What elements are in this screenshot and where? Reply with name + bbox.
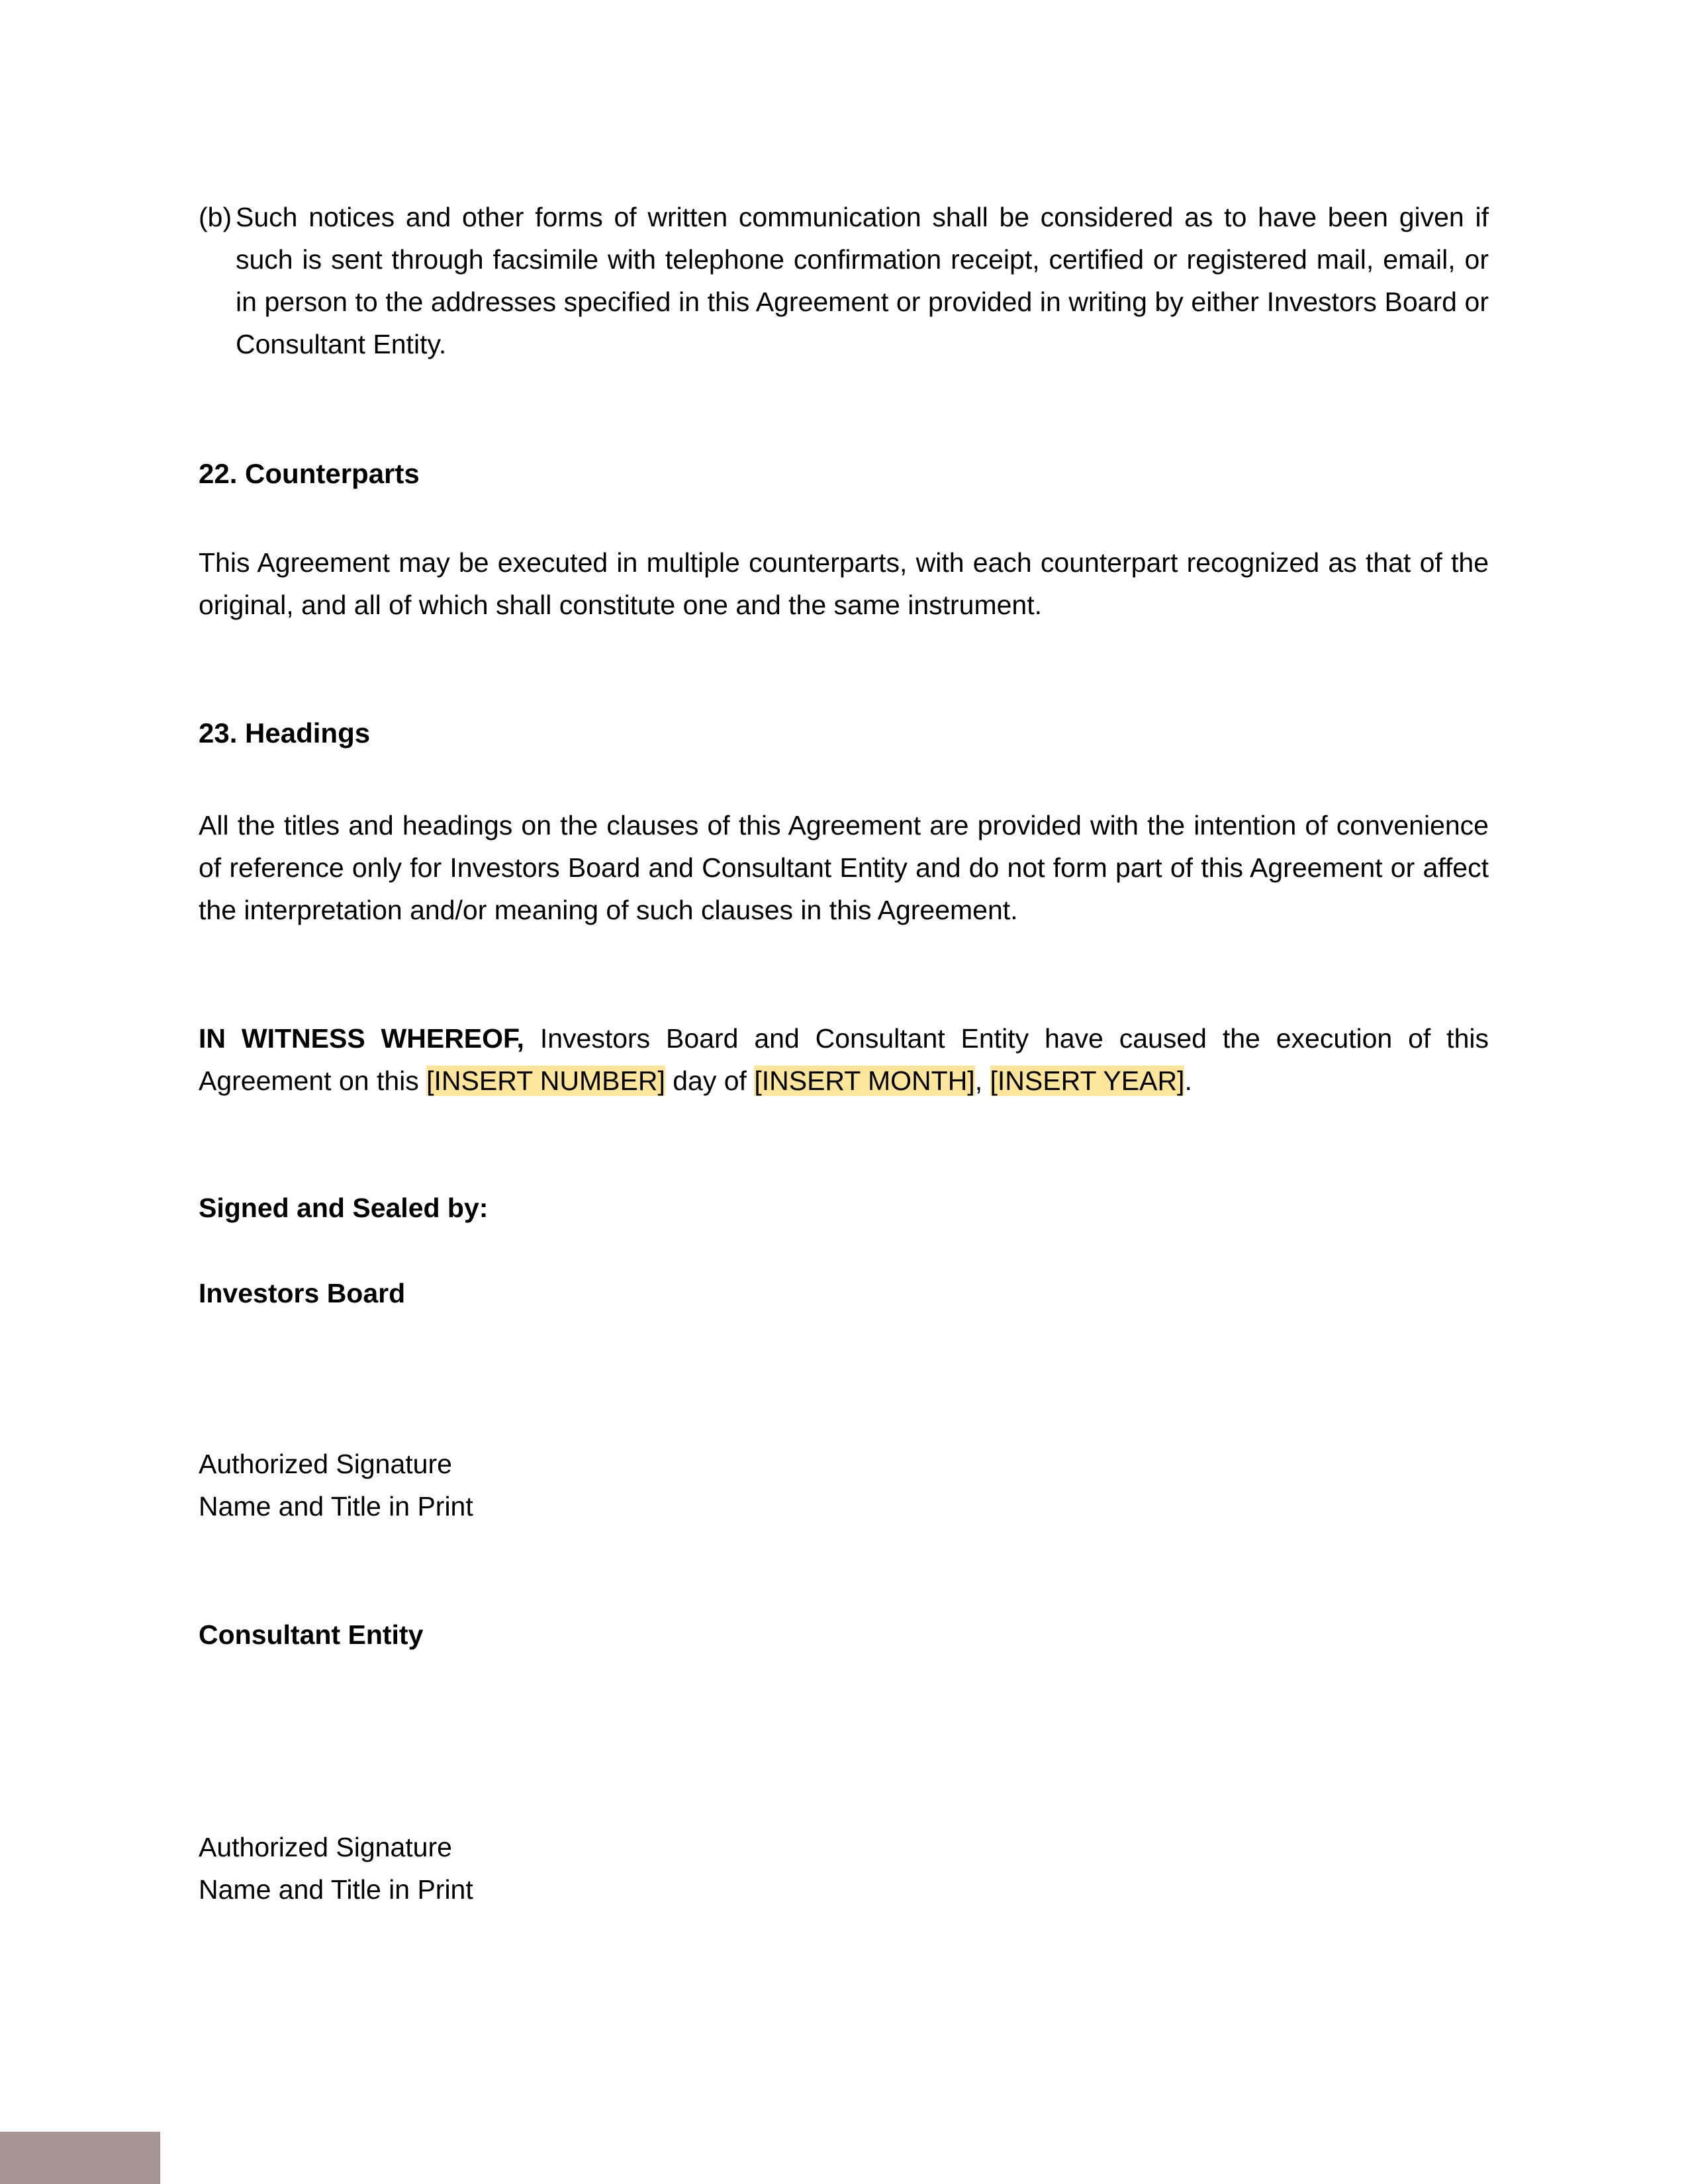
- party-1-print-label: Name and Title in Print: [199, 1491, 473, 1522]
- placeholder-month[interactable]: [INSERT MONTH]: [754, 1066, 975, 1096]
- witness-text-2: day of: [665, 1066, 755, 1096]
- clause-b: [199, 196, 1489, 365]
- clause-b-text: Such notices and other forms of written communication shall be considered as to have been given if such is sent through facsimile with telephone confirmation receipt, certified or registered mail, email, or in person to the addresses specified in this Agreement or provided in writing by either Investors Board or Consultant Entity.: [236, 202, 1489, 359]
- section-23-text: All the titles and headings on the clauses of this Agreement are provided with the intention of convenience of reference only for Investors Board and Consultant Entity and do not form part of this Agreement or affect the interpretation and/or meaning of such clauses in this Agreement.: [199, 810, 1489, 925]
- placeholder-number[interactable]: [INSERT NUMBER]: [426, 1066, 665, 1096]
- witness-text-4: .: [1184, 1066, 1192, 1096]
- footer-color-block: [0, 2132, 160, 2184]
- witness-text-1: Investors Board and Consultant Entity have caused the execution of this Agreement on this: [199, 1023, 1489, 1096]
- witness-lead: IN WITNESS WHEREOF,: [199, 1023, 524, 1054]
- clause-b-marker: (b): [199, 202, 232, 232]
- signed-sealed-label: Signed and Sealed by:: [199, 1193, 489, 1223]
- witness-text-3: ,: [974, 1066, 990, 1096]
- placeholder-year[interactable]: [INSERT YEAR]: [990, 1066, 1185, 1096]
- witness-paragraph: [199, 1017, 1489, 1102]
- page-content: [199, 0, 1489, 2184]
- party-2-print-label: Name and Title in Print: [199, 1874, 473, 1905]
- party-2-name: Consultant Entity: [199, 1619, 424, 1650]
- section-23-heading: 23. Headings: [199, 717, 371, 749]
- party-2-signature-label: Authorized Signature: [199, 1832, 452, 1862]
- party-1-name: Investors Board: [199, 1278, 406, 1308]
- section-22-text: This Agreement may be executed in multiple counterparts, with each counterpart recognized as that of the original, and all of which shall constitute one and the same instrument.: [199, 547, 1489, 620]
- section-22-heading: 22. Counterparts: [199, 458, 420, 489]
- party-1-signature-label: Authorized Signature: [199, 1449, 452, 1479]
